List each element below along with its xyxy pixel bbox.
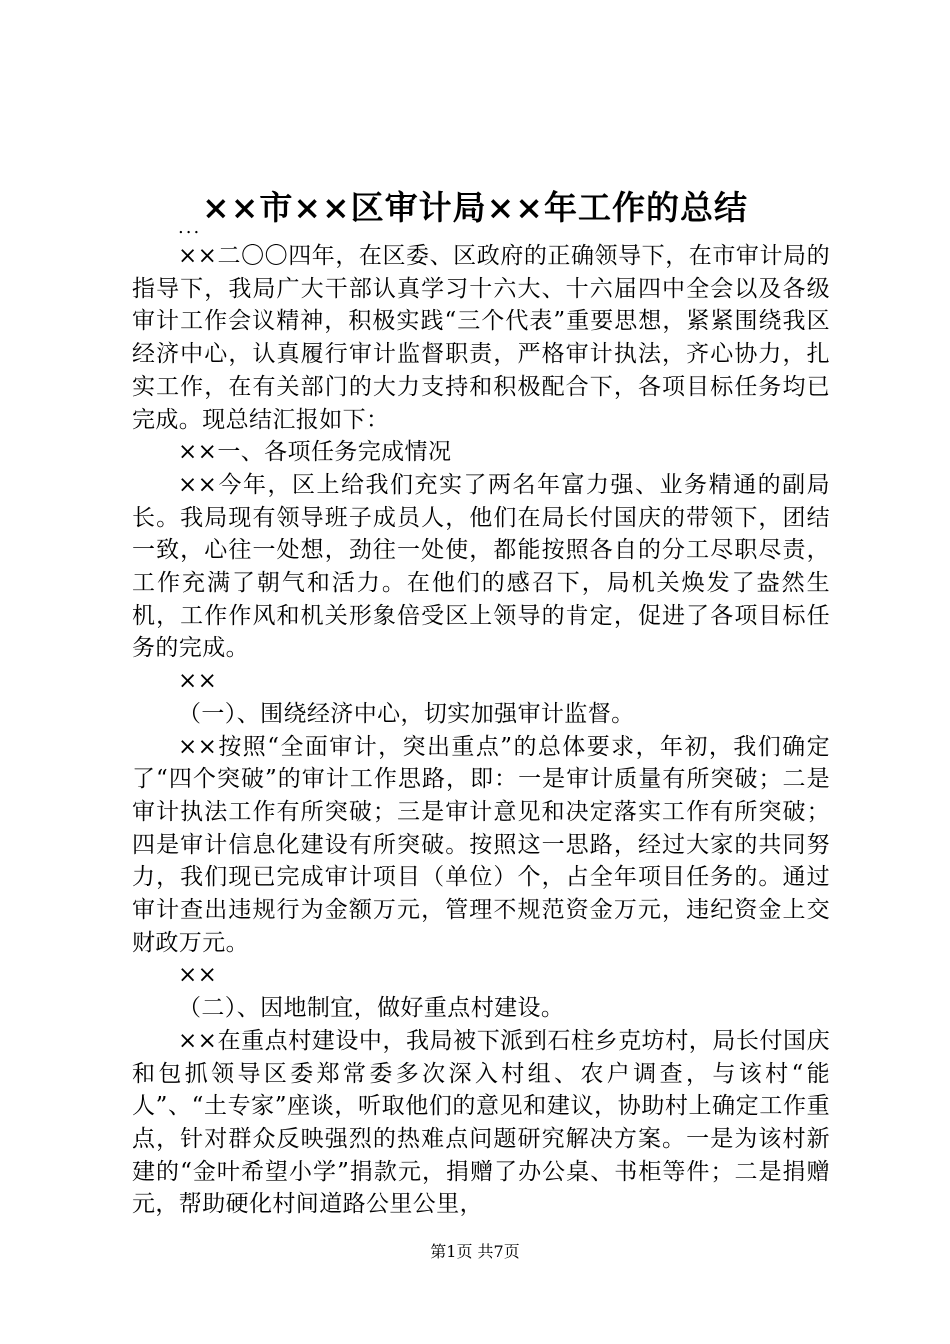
document-title: ××市××区审计局××年工作的总结	[202, 188, 748, 227]
subsection-heading-1: （一）、围绕经济中心，切实加强审计监督。	[178, 700, 635, 727]
page-footer: 第1页 共7页	[430, 1242, 520, 1261]
paragraph-marker: ××	[178, 962, 218, 989]
paragraph-village: ××在重点村建设中，我局被下派到石柱乡克坊村，局长付国庆和包抓领导区委郑常委多次深入村组、农户调查，与该村“能人”、“土专家”座谈，听取他们的意见和建议，协助村上确定工作重点，针对群众反映强烈的热难点问题研究解决方案。一是为该村新建的“金叶希望小学”捐款元，捐赠了办公桌、书柜等件；二是捐赠元，帮助硬化村间道路公里公里，	[132, 1027, 830, 1218]
paragraph-marker: ××	[178, 668, 218, 695]
subsection-heading-2: （二）、因地制宜，做好重点村建设。	[178, 995, 565, 1022]
paragraph-leadership: ××今年，区上给我们充实了两名年富力强、业务精通的副局长。我局现有领导班子成员人，他们在局长付国庆的带领下，团结一致，心往一处想，劲往一处使，都能按照各自的分工尽职尽责，工作充满了朝气和活力。在他们的感召下，局机关焕发了盎然生机，工作作风和机关形象倍受区上领导的肯定，促进了各项目标任务的完成。	[132, 471, 830, 662]
document-body	[132, 240, 830, 1221]
paragraph-audit: ××按照“全面审计，突出重点”的总体要求，年初，我们确定了“四个突破”的审计工作思路，即：一是审计质量有所突破；二是审计执法工作有所突破；三是审计意见和决定落实工作有所突破；四是审计信息化建设有所突破。按照这一思路，经过大家的共同努力，我们现已完成审计项目（单位）个，占全年项目任务的。通过审计查出违规行为金额万元，管理不规范资金万元，违纪资金上交财政万元。	[132, 733, 830, 956]
section-heading-1: ××一、各项任务完成情况	[178, 439, 452, 466]
ellipsis-mark: ...	[178, 217, 202, 238]
paragraph-intro: ××二〇〇四年，在区委、区政府的正确领导下，在市审计局的指导下，我局广大干部认真学习十六大、十六届四中全会以及各级审计工作会议精神，积极实践“三个代表”重要思想，紧紧围绕我区经济中心，认真履行审计监督职责，严格审计执法，齐心协力，扎实工作，在有关部门的大力支持和积极配合下，各项目标任务均已完成。现总结汇报如下：	[132, 243, 830, 433]
